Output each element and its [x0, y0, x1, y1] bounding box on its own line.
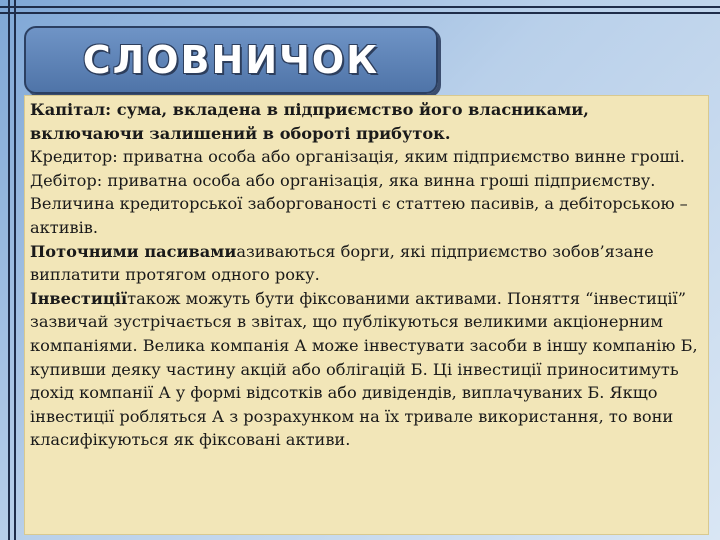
term-current-liabilities: Поточними пасивами [30, 241, 237, 261]
entry-creditor: Кредитор: приватна особа або організація, яким підприємство винне гроші. [30, 147, 685, 167]
entry-debtor: Дебітор: приватна особа або організація, яка винна гроші підприємству. [30, 170, 656, 190]
definition-current-liabilities: азиваються борги, які підприємство зобов’язане виплатити протягом одного року. [30, 241, 654, 285]
entry-investments [30, 287, 703, 452]
decorative-left-line [8, 0, 10, 540]
decorative-top-line [0, 12, 720, 14]
decorative-top-line [0, 6, 720, 8]
slide-title: СЛОВНИЧОК [82, 38, 380, 82]
entry-capital: Капітал: сума, вкладена в підприємство його власниками, включаючи залишений в обороті прибуток. [30, 100, 589, 143]
glossary-panel [24, 95, 709, 535]
entry-receivables: Величина кредиторської заборгованості є статтею пасивів, а дебіторською – активів. [30, 194, 688, 237]
entry-current-liabilities [30, 240, 703, 287]
decorative-left-line [14, 0, 16, 540]
definition-investments: також можуть бути фіксованими активами. Поняття “інвестиції” зазвичай зустрічається в звітах, що публікуються великими акціонерним компаніями. Велика компанія А може інвестувати засоби в іншу компанію Б, купивши деяку частину акцій або облігацій Б. Ці інвестиції приноситимуть дохід компанії А у формі відсотків або дивідендів, виплачуваних Б. Якщо інвестиції робляться А з розрахунком на їх тривале використання, то вони класифікуються як фіксовані активи. [30, 288, 698, 450]
title-banner [24, 26, 438, 94]
term-investments: Інвестиції [30, 288, 128, 308]
